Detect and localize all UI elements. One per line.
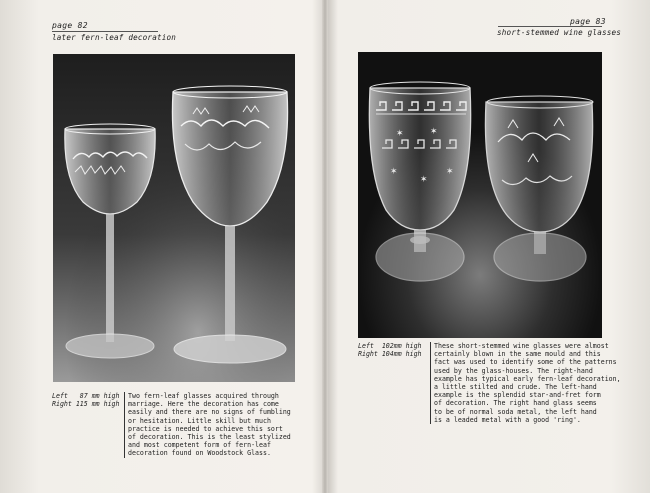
right-caption-line: fact was used to identify some of the patterns xyxy=(434,358,617,367)
svg-text:✶: ✶ xyxy=(420,175,428,185)
right-header-rule xyxy=(498,26,602,27)
left-caption-text xyxy=(124,392,291,458)
left-caption-dimensions xyxy=(52,392,120,408)
fern-leaf-glasses-image xyxy=(53,54,295,382)
short-stemmed-glasses-image xyxy=(358,52,602,338)
svg-text:✶: ✶ xyxy=(430,127,438,137)
left-header-rule xyxy=(52,31,158,32)
left-caption-line: Two fern-leaf glasses acquired through xyxy=(128,392,279,400)
right-caption-line: a little stilted and crude. The left-hand xyxy=(434,383,597,392)
right-caption-text xyxy=(430,342,621,424)
left-caption-line: marriage. Here the decoration has come xyxy=(128,400,279,409)
right-caption-line: to be of normal soda metal, the left hand xyxy=(434,407,597,416)
right-caption-line: is a leaded metal with a good 'ring'. xyxy=(434,415,581,424)
left-caption-line: or hesitation. Little skill but much xyxy=(128,416,271,425)
left-caption-line: decoration found on Woodstock Glass. xyxy=(128,449,271,458)
right-caption-line: used by the glass-houses. The right-hand xyxy=(434,366,593,375)
left-caption-line: easily and there are no signs of fumbling xyxy=(128,408,291,417)
right-caption-line: certainly blown in the same mould and this xyxy=(434,350,601,359)
left-caption-line: of decoration. This is the least stylized xyxy=(128,433,291,442)
left-dims-line-2: Right 115 mm high xyxy=(52,400,120,409)
right-page-title: short-stemmed wine glasses xyxy=(497,28,622,37)
right-caption-line: example is the splendid star-and-fret form xyxy=(434,391,601,400)
left-dims-line-1: Left 87 mm high xyxy=(52,392,120,400)
left-caption-line: and most competent form of fern-leaf xyxy=(128,441,271,450)
left-photo xyxy=(53,54,295,382)
right-dims-line-2: Right 104mm high xyxy=(358,350,422,359)
right-caption-line: of decoration. The right hand glass seems xyxy=(434,399,597,408)
svg-text:✶: ✶ xyxy=(446,167,454,177)
svg-text:✶: ✶ xyxy=(390,167,398,177)
right-page-number: page 83 xyxy=(570,17,606,26)
right-caption-line: example has typical early fern-leaf decoration, xyxy=(434,374,621,383)
left-caption-line: practice is needed to achieve this sort xyxy=(128,424,283,433)
left-page-number: page 82 xyxy=(52,21,88,30)
svg-text:✶: ✶ xyxy=(396,129,404,139)
left-page-title: later fern-leaf decoration xyxy=(52,33,177,42)
right-dims-line-1: Left 102mm high xyxy=(358,342,422,350)
right-caption-dimensions xyxy=(358,342,422,358)
book-gutter xyxy=(322,0,328,493)
right-photo xyxy=(358,52,602,338)
right-caption-line: These short-stemmed wine glasses were almost xyxy=(434,342,609,350)
